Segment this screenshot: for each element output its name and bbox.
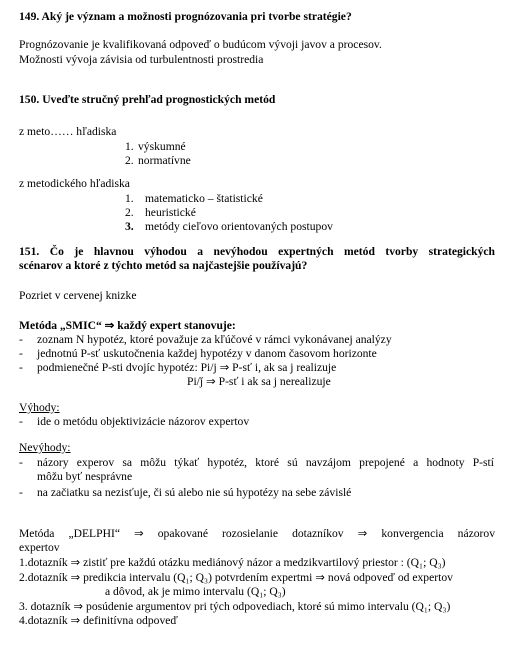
delphi-step-3: 3. dotazník ⇒ posúdenie argumentov pri tých odpovediach, ktoré sú mimo intervalu (Q₁; Q₃) [19,600,451,613]
smic-item-1: zoznam N hypotéz, ktoré považuje za kľúčové v rámci vykonávanej analýzy [37,333,392,346]
delphi-heading-line-1 [19,527,495,540]
advantages-heading: Výhody: [19,401,60,414]
advantages-bullet-1: - [19,415,23,428]
question-149-title: 149. Aký je význam a možnosti prognózovania pri tvorbe stratégie? [19,10,352,23]
smic-heading: Metóda „SMIC“ ⇒ každý expert stanovuje: [19,319,236,332]
smic-bullet-2: - [19,347,23,360]
smic-item-2: jednotnú P-sť uskutočnenia každej hypotézy v danom časovom horizonte [37,347,377,360]
disadvantages-item-1-line-1: názory experov sa môžu týkať hypotéz, ktoré sú navzájom prepojené a hodnoty P-stí [37,456,494,469]
q150-list2-item-1: matematicko – štatistické [145,192,263,205]
disadvantages-item-2: na začiatku sa nezisťuje, či sú alebo nie sú hypotézy na sebe závislé [37,486,352,499]
q150-list2-num-1: 1. [125,192,134,205]
q149-answer-line-1: Prognózovanie je kvalifikovaná odpoveď o budúcom vývoji javov a procesov. [19,38,382,51]
smic-item-3: podmienečné P-sti dvojíc hypotéz: Pi/j ⇒ P-sť i, ak sa j realizuje [37,361,337,374]
q150-intro-2: z metodického hľadiska [19,177,130,190]
question-151-title-line-2: scénarov a ktoré z týchto metód sa najčastejšie používajú? [19,259,308,272]
disadvantages-bullet-2: - [19,486,23,499]
disadvantages-heading: Nevýhody: [19,441,71,454]
delphi-step-2-continuation: a dôvod, ak je mimo intervalu (Q₁; Q₃) [105,585,286,598]
q150-list2-item-2: heuristické [145,206,196,219]
q150-intro-1: z meto…… hľadiska [19,125,117,138]
advantages-item-1: ide o metódu objektivizácie názorov expertov [37,415,250,428]
question-150-title: 150. Uveďte stručný prehľad prognostických metód [19,93,276,106]
delphi-step-1: 1.dotazník ⇒ zistiť pre každú otázku mediánový názor a medzikvartilový priestor : (Q₁; Q₃) [19,556,446,569]
q149-answer-line-2: Možnosti vývoja závisia od turbulentnosti prostredia [19,53,264,66]
q150-list1-num-2: 2. [125,154,134,167]
q150-list1-item-2: normatívne [138,154,191,167]
q150-list2-num-3: 3. [125,220,134,233]
q150-list1-item-1: výskumné [138,140,186,153]
q150-list2-num-2: 2. [125,206,134,219]
disadvantages-bullet-1: - [19,456,23,469]
q150-list1-num-1: 1. [125,140,134,153]
question-151-title-line-1: 151. Čo je hlavnou výhodou a nevýhodou expertných metód tvorby strategických [19,245,495,258]
delphi-heading-text: Metóda „DELPHI“ ⇒ opakované rozosielanie dotazníkov ⇒ konvergencia názorov [19,527,495,540]
disadvantages-item-1-line-2: môžu byť nesprávne [37,470,133,483]
smic-item-3-continuation: Pi/ǰ ⇒ P-sť i ak sa j nerealizuje [187,375,331,388]
delphi-heading-line-2: expertov [19,541,60,554]
delphi-step-4: 4.dotazník ⇒ definitívna odpoveď [19,614,178,627]
q150-list2-item-3: metódy cieľovo orientovaných postupov [145,220,333,233]
q151-note: Pozriet v cervenej knizke [19,289,137,302]
smic-bullet-1: - [19,333,23,346]
delphi-step-2: 2.dotazník ⇒ predikcia intervalu (Q₁; Q₃) potvrdením expertmi ⇒ nová odpoveď od expertov [19,571,453,584]
smic-bullet-3: - [19,361,23,374]
